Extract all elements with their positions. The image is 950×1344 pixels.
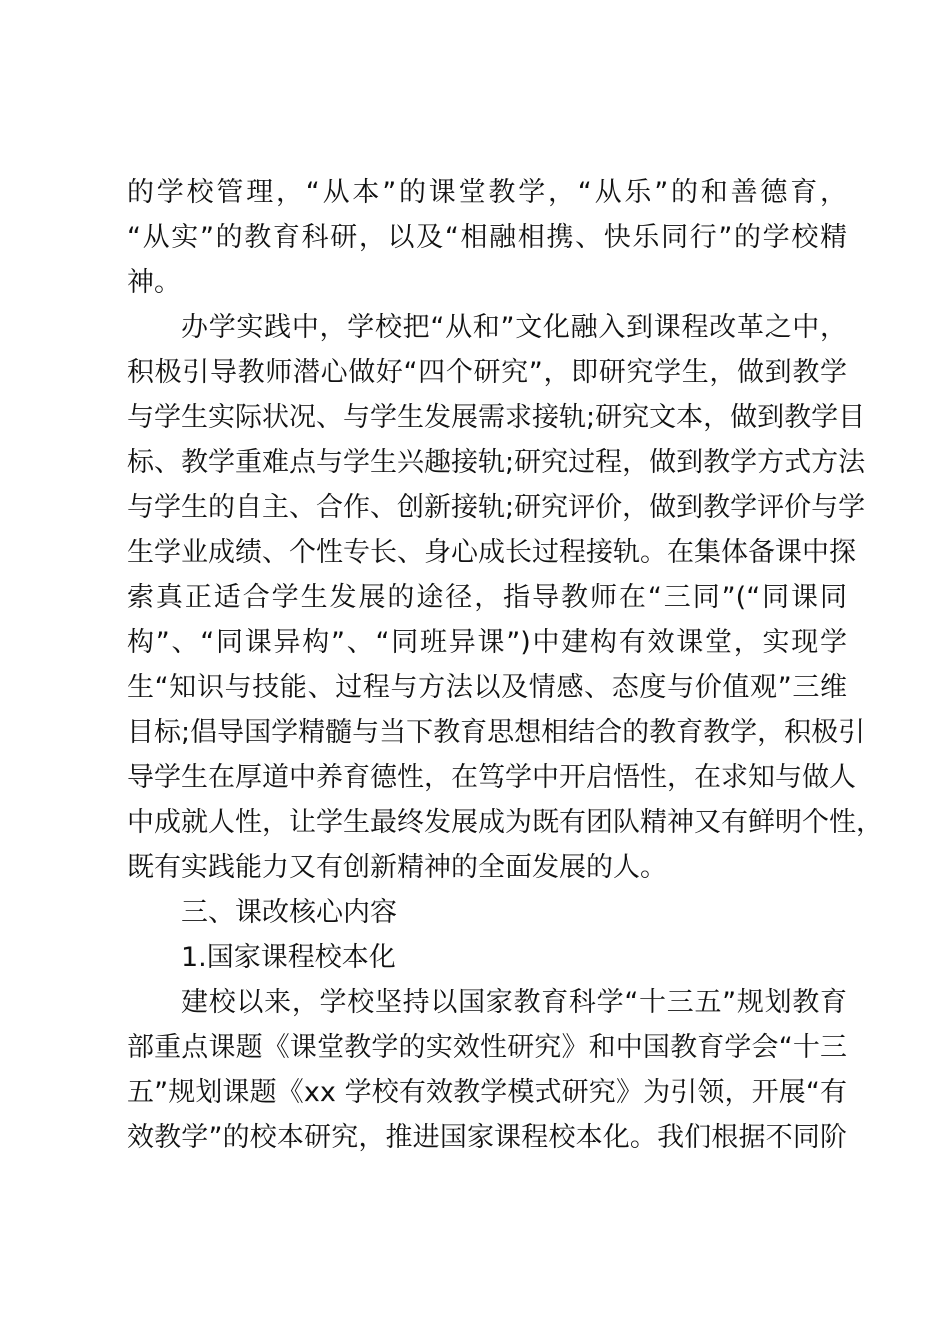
text-line: 目标;倡导国学精髓与当下教育思想相结合的教育教学，积极引	[127, 717, 866, 748]
text-line: 生学业成绩、个性专长、身心成长过程接轨。在集体备课中探	[127, 537, 856, 568]
text-line: 的学校管理，“从本”的课堂教学，“从乐”的和善德育，	[127, 177, 847, 208]
text-line: 效教学”的校本研究，推进国家课程校本化。我们根据不同阶	[127, 1122, 847, 1153]
text-line: 标、教学重难点与学生兴趣接轨;研究过程，做到教学方式方法	[127, 447, 866, 478]
text-line: 导学生在厚道中养育德性，在笃学中开启悟性，在求知与做人	[127, 762, 856, 793]
body-text	[127, 170, 883, 1160]
text-line: 部重点课题《课堂教学的实效性研究》和中国教育学会“十三	[127, 1032, 847, 1063]
text-line: 中成就人性，让学生最终发展成为既有团队精神又有鲜明个性，	[127, 807, 883, 838]
subsection-heading: 1.国家课程校本化	[181, 942, 396, 973]
paragraph-first-line: 办学实践中，学校把“从和”文化融入到课程改革之中，	[181, 312, 847, 343]
text-line: 与学生实际状况、与学生发展需求接轨;研究文本，做到教学目	[127, 402, 866, 433]
text-line: 构”、“同课异构”、“同班异课”)中建构有效课堂，实现学	[127, 627, 847, 658]
text-line: “从实”的教育科研，以及“相融相携、快乐同行”的学校精	[127, 222, 847, 253]
text-line: 与学生的自主、合作、创新接轨;研究评价，做到教学评价与学	[127, 492, 866, 523]
text-line: 索真正适合学生发展的途径，指导教师在“三同”(“同课同	[127, 582, 847, 613]
paragraph-first-line: 建校以来，学校坚持以国家教育科学“十三五”规划教育	[181, 987, 847, 1018]
text-line: 生“知识与技能、过程与方法以及情感、态度与价值观”三维	[127, 672, 847, 703]
text-line: 神。	[127, 267, 181, 298]
section-heading: 三、课改核心内容	[181, 897, 397, 928]
text-line: 既有实践能力又有创新精神的全面发展的人。	[127, 852, 667, 883]
text-line: 积极引导教师潜心做好“四个研究”，即研究学生，做到教学	[127, 357, 847, 388]
text-line: 五”规划课题《xx 学校有效教学模式研究》为引领，开展“有	[127, 1077, 847, 1108]
